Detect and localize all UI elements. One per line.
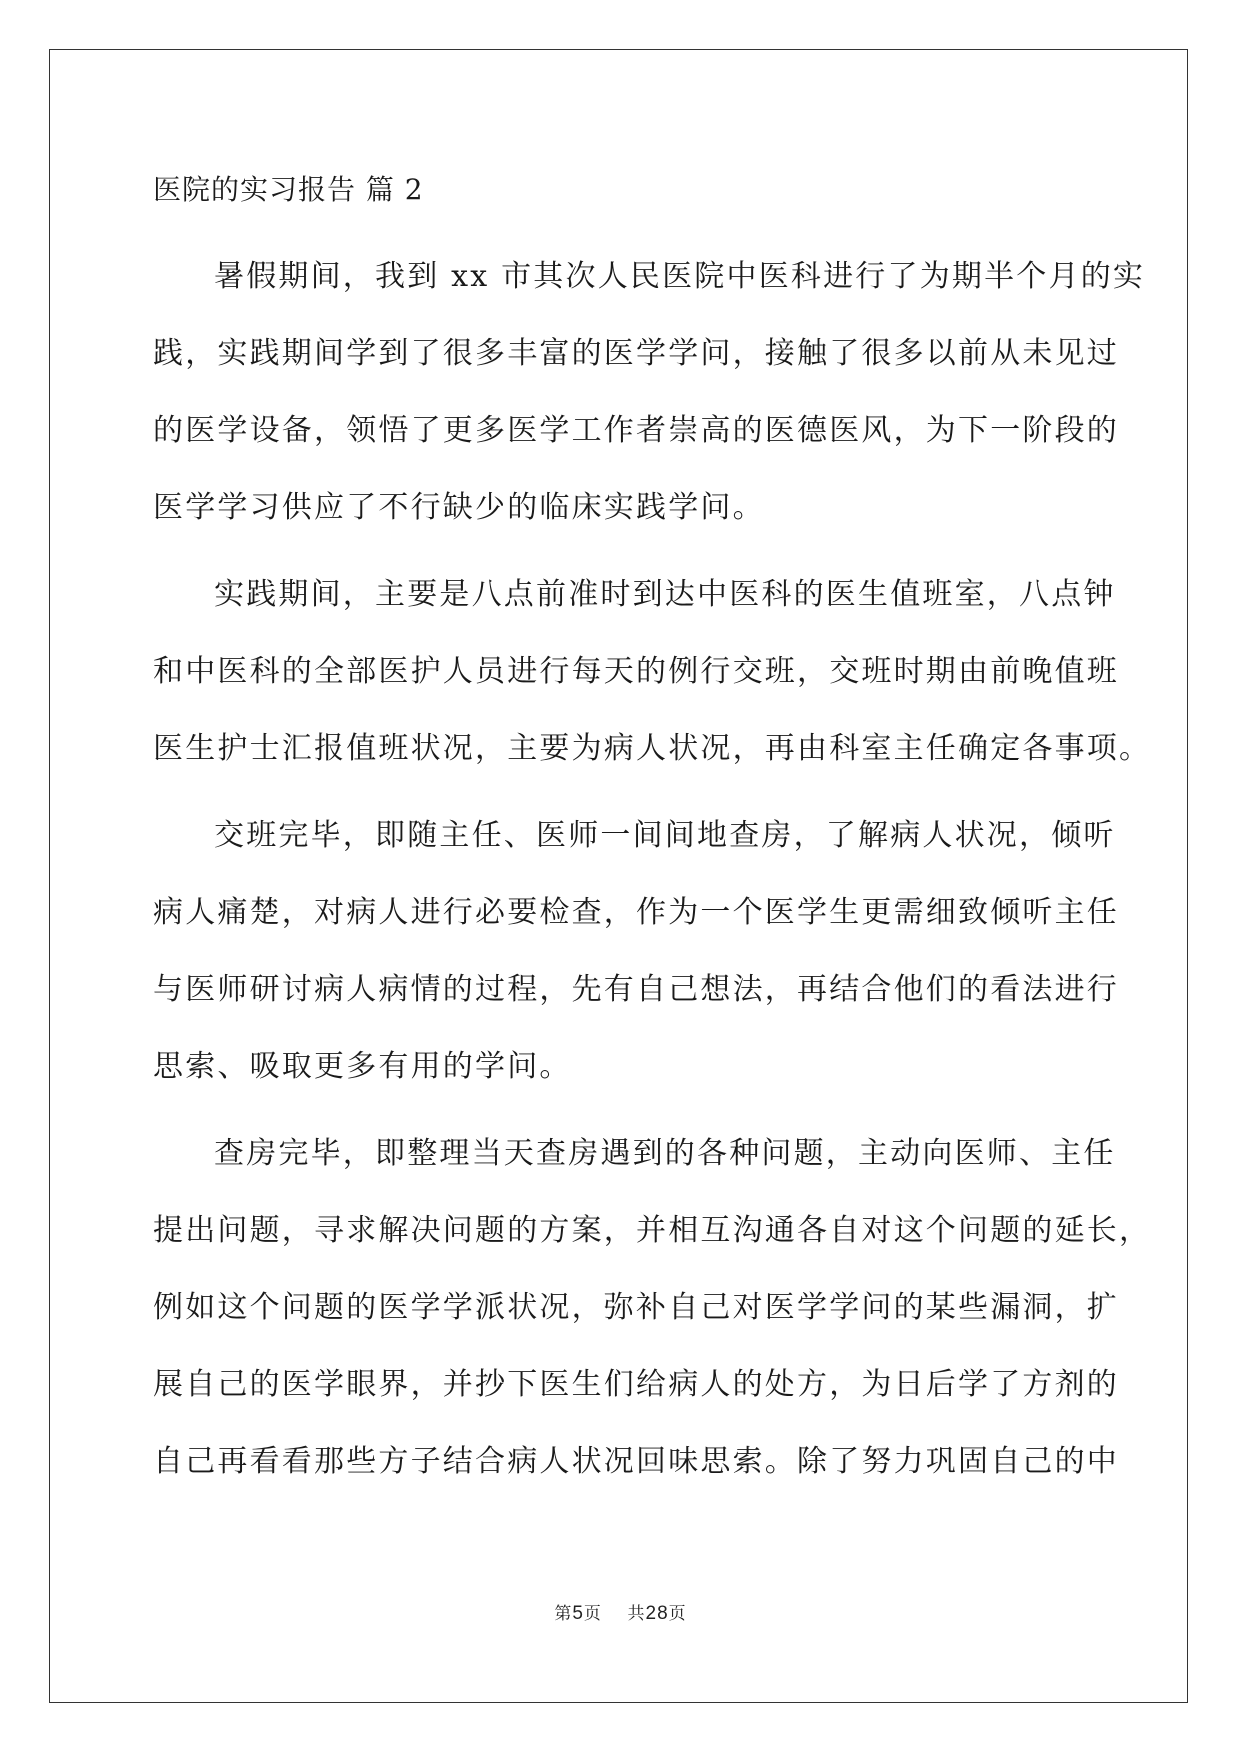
paragraph-line: 展自己的医学眼界，并抄下医生们给病人的处方，为日后学了方剂的 bbox=[153, 1367, 1119, 1402]
document-title: 医院的实习报告 篇 2 bbox=[153, 173, 424, 206]
footer-total-prefix: 共 bbox=[627, 1604, 646, 1624]
paragraph-line: 践，实践期间学到了很多丰富的医学学问，接触了很多以前从未见过 bbox=[153, 336, 1119, 371]
paragraph-line: 的医学设备，领悟了更多医学工作者崇高的医德医风，为下一阶段的 bbox=[153, 413, 1119, 448]
footer-page-suffix: 页 bbox=[583, 1604, 602, 1624]
page-footer bbox=[0, 1599, 1241, 1625]
total-pages: 28 bbox=[645, 1603, 669, 1624]
paragraph-line: 暑假期间，我到 xx 市其次人民医院中医科进行了为期半个月的实 bbox=[214, 259, 1146, 294]
paragraph-line: 交班完毕，即随主任、医师一间间地查房，了解病人状况，倾听 bbox=[214, 818, 1116, 853]
paragraph-line: 查房完毕，即整理当天查房遇到的各种问题，主动向医师、主任 bbox=[214, 1136, 1116, 1171]
paragraph-line: 自己再看看那些方子结合病人状况回味思索。除了努力巩固自己的中 bbox=[153, 1444, 1119, 1479]
footer-prefix: 第 bbox=[554, 1604, 573, 1624]
paragraph-line: 医学学习供应了不行缺少的临床实践学问。 bbox=[153, 490, 765, 525]
paragraph-line: 和中医科的全部医护人员进行每天的例行交班，交班时期由前晚值班 bbox=[153, 654, 1119, 689]
paragraph-line: 提出问题，寻求解决问题的方案，并相互沟通各自对这个问题的延长， bbox=[153, 1213, 1152, 1248]
paragraph-line: 病人痛楚，对病人进行必要检查，作为一个医学生更需细致倾听主任 bbox=[153, 895, 1119, 930]
paragraph-line: 例如这个问题的医学学派状况，弥补自己对医学学问的某些漏洞，扩 bbox=[153, 1290, 1119, 1325]
page-number: 5 bbox=[572, 1603, 584, 1624]
footer-total-suffix: 页 bbox=[668, 1604, 687, 1624]
paragraph-line: 实践期间，主要是八点前准时到达中医科的医生值班室，八点钟 bbox=[214, 577, 1116, 612]
paragraph-line: 医生护士汇报值班状况，主要为病人状况，再由科室主任确定各事项。 bbox=[153, 731, 1152, 766]
paragraph-line: 与医师研讨病人病情的过程，先有自己想法，再结合他们的看法进行 bbox=[153, 972, 1119, 1007]
paragraph-line: 思索、吸取更多有用的学问。 bbox=[153, 1049, 572, 1084]
